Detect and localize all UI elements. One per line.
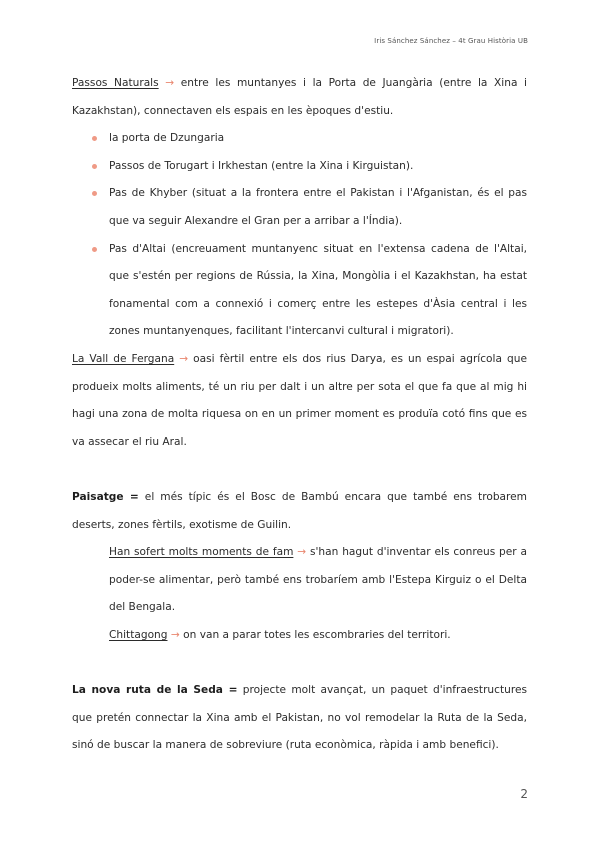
list-item: la porta de Dzungaria — [109, 125, 527, 153]
paragraph-text: el més típic és el Bosc de Bambú encara que també ens trobarem deserts, zones fèrtils, exotisme de Guilin. — [72, 490, 527, 531]
spacer — [72, 456, 527, 484]
paragraph-text: projecte molt avançat, un paquet d'infraestructures que pretén connectar la Xina amb el Pakistan, no vol remodelar la Ruta de la Seda, sinó de buscar la manera de sobreviure (ruta econòmica, ràpida i amb benefici). — [72, 684, 527, 752]
paragraph-nova-ruta — [72, 677, 527, 760]
list-item: Passos de Torugart i Irkhestan (entre la Xina i Kirguistan). — [109, 153, 527, 181]
paragraph-text: entre les muntanyes i la Porta de Juangària (entre la Xina i Kazakhstan), connectaven els espais en les èpoques d'estiu. — [72, 77, 527, 117]
arrow-icon: → — [170, 628, 180, 641]
paragraph-passos-naturals — [72, 70, 527, 125]
paragraph-fam — [72, 539, 527, 622]
document-body — [72, 70, 527, 760]
spacer — [72, 649, 527, 677]
arrow-icon: → — [165, 77, 175, 89]
list-item: Pas d'Altai (encreuament muntanyenc situat en l'extensa cadena de l'Altai, que s'estén per regions de Rússia, la Xina, Mongòlia i el Kazakhstan, ha estat fonamental com a connexió i comerç entre les estepes d'Àsia central i les zones muntanyenques, facilitant l'intercanvi cultural i migratori). — [109, 236, 527, 346]
arrow-icon: → — [179, 352, 189, 365]
page-number: 2 — [520, 787, 528, 801]
paragraph-paisatge — [72, 484, 527, 539]
page-header: Iris Sánchez Sánchez – 4t Grau Història UB — [374, 37, 528, 45]
term-chittagong: Chittagong — [109, 628, 168, 641]
term-vall-fergana: La Vall de Fergana — [72, 352, 175, 365]
paragraph-vall-fergana — [72, 346, 527, 456]
term-passos-naturals: Passos Naturals — [72, 77, 159, 89]
list-item: Pas de Khyber (situat a la frontera entre el Pakistan i l'Afganistan, és el pas que va seguir Alexandre el Gran per a arribar a l'Índia). — [109, 180, 527, 235]
paragraph-text: s'han hagut d'inventar els conreus per a poder-se alimentar, però també ens trobaríem amb l'Estepa Kirguiz o el Delta del Bengala. — [109, 546, 527, 614]
term-fam: Han sofert molts moments de fam — [109, 546, 294, 559]
arrow-icon: → — [297, 546, 307, 559]
term-paisatge: Paisatge = — [72, 490, 139, 503]
paragraph-chittagong — [72, 622, 527, 650]
paragraph-text: oasi fèrtil entre els dos rius Darya, es un espai agrícola que produeix molts aliments, té un riu per dalt i un altre per sota el que fa que al mig hi hagi una zona de molta riquesa on en un primer moment es produïa cotó fins que es va assecar el riu Aral. — [72, 352, 527, 448]
paragraph-text: on van a parar totes les escombraries del territori. — [183, 628, 451, 641]
bullet-list-passos — [72, 125, 527, 346]
term-nova-ruta: La nova ruta de la Seda = — [72, 684, 238, 697]
